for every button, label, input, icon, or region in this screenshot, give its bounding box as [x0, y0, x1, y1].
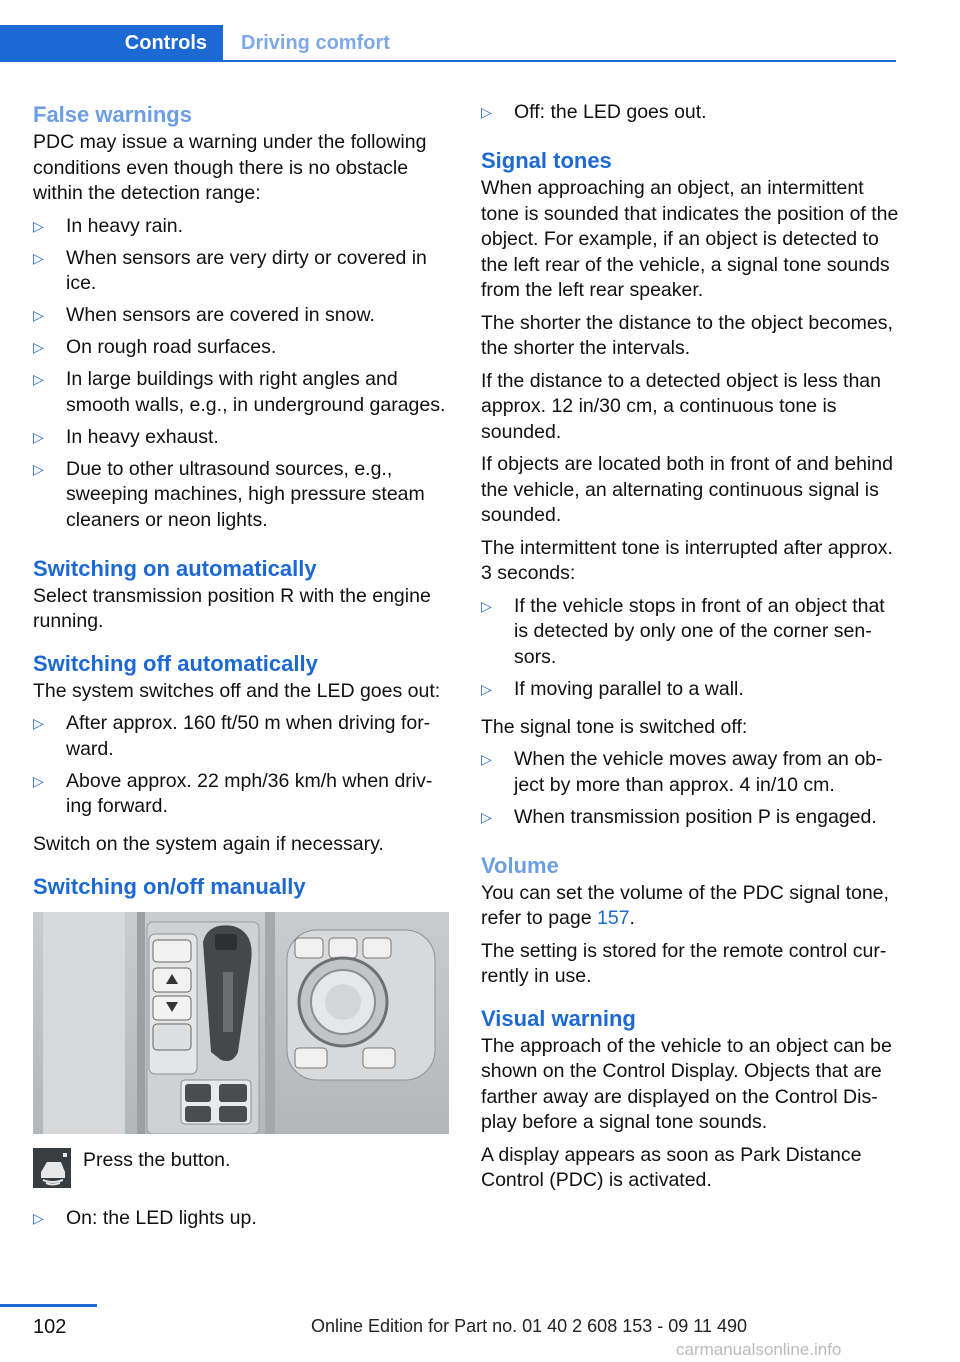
visual-p1: The approach of the vehicle to an object can be shown on the Control Display. Objects that are farther away are displayed on the Control Dis- play before a signal tone sounds.: [481, 1034, 892, 1133]
triangle-bullet-icon: ▷: [481, 751, 492, 767]
tab-controls[interactable]: Controls: [0, 25, 223, 62]
press-button-row: [33, 1148, 449, 1192]
auto-off-intro: The system switches off and the LED goes out:: [33, 679, 441, 702]
auto-off-list: [33, 711, 449, 826]
left-column: [33, 100, 449, 1244]
watermark: carmanualsonline.info: [676, 1340, 842, 1359]
signal-tones-list-1: [481, 594, 899, 709]
page-number-rule: [0, 1304, 97, 1307]
signal-tones-p4: If objects are located both in front of and behind the vehicle, an alternating continuous signal is sounded.: [481, 453, 893, 526]
triangle-bullet-icon: ▷: [33, 460, 44, 477]
heading-false-warnings: False warnings: [33, 102, 192, 127]
heading-switching-on-auto: Switching on automatically: [33, 555, 317, 581]
heading-volume: Volume: [481, 852, 559, 878]
edition-footer: Online Edition for Part no. 01 40 2 608 153 - 09 11 490: [311, 1316, 747, 1336]
heading-signal-tones: Signal tones: [481, 148, 612, 173]
list-item: ▷ If moving parallel to a wall.: [481, 677, 899, 709]
signal-tones-p5: The intermittent tone is interrupted after approx. 3 seconds:: [481, 536, 893, 584]
list-item: ▷ In large buildings with right angles and smooth walls, e.g., in underground garages.: [33, 368, 446, 416]
triangle-bullet-icon: ▷: [33, 249, 44, 266]
list-item: ▷ When the vehicle moves away from an ob- ject by more than approx. 4 in/10 cm.: [481, 748, 883, 796]
triangle-bullet-icon: ▷: [481, 104, 492, 120]
volume-text: You can set the volume of the PDC signal tone, refer to page 157.: [481, 881, 889, 929]
triangle-bullet-icon: ▷: [481, 597, 492, 614]
center-console-photo: [33, 912, 449, 1134]
right-column: [481, 100, 899, 1201]
list-item: ▷ Above approx. 22 mph/36 km/h when driv- ing forward.: [33, 769, 433, 817]
press-button-text: Press the button.: [83, 1148, 231, 1171]
auto-on-text: Select transmission position R with the engine running.: [33, 584, 431, 632]
off-list: [481, 100, 899, 132]
list-item: ▷ On rough road surfaces.: [33, 335, 449, 367]
auto-off-outro: Switch on the system again if necessary.: [33, 833, 384, 855]
heading-visual-warning: Visual warning: [481, 1005, 636, 1031]
triangle-bullet-icon: ▷: [33, 371, 44, 387]
page-number: 102: [33, 1316, 67, 1338]
triangle-bullet-icon: ▷: [33, 307, 44, 323]
list-item: ▷ Off: the LED goes out.: [481, 100, 899, 132]
signal-tones-p3: If the distance to a detected object is less than approx. 12 in/30 cm, a continuous tone is sounded.: [481, 369, 881, 443]
triangle-bullet-icon: ▷: [481, 680, 492, 697]
heading-switching-manual: Switching on/off manually: [33, 873, 306, 899]
list-item: ▷ Due to other ultrasound sources, e.g., sweeping machines, high pressure steam cleaners or neon lights.: [33, 457, 425, 531]
list-item: ▷ In heavy rain.: [33, 214, 449, 246]
page-header: [0, 25, 896, 62]
triangle-bullet-icon: ▷: [33, 772, 44, 789]
page-link[interactable]: 157: [597, 907, 630, 929]
list-item: ▷ When sensors are covered in snow.: [33, 303, 449, 335]
tab-driving-comfort[interactable]: Driving comfort: [241, 32, 390, 54]
triangle-bullet-icon: ▷: [33, 715, 44, 731]
triangle-bullet-icon: ▷: [481, 808, 492, 825]
triangle-bullet-icon: ▷: [33, 217, 44, 234]
list-item: ▷ In heavy exhaust.: [33, 425, 449, 457]
list-item: ▷ When transmission position P is engaged.: [481, 805, 899, 837]
triangle-bullet-icon: ▷: [33, 428, 44, 445]
pdc-button-icon: [33, 1148, 71, 1188]
signal-tones-p2: The shorter the distance to the object becomes, the shorter the intervals.: [481, 311, 893, 359]
manual-list: [33, 1206, 449, 1238]
signal-tones-list-2: [481, 747, 899, 837]
signal-tones-p6: The signal tone is switched off:: [481, 715, 748, 738]
triangle-bullet-icon: ▷: [33, 339, 44, 355]
list-item: ▷ When sensors are very dirty or covered in ice.: [33, 246, 427, 294]
heading-switching-off-auto: Switching off automatically: [33, 650, 318, 676]
signal-tones-p1: When approaching an object, an intermittent tone is sounded that indicates the position of the object. For example, if an object is detected to the left rear of the vehicle, a signal tone sounds from the left rear speaker.: [481, 177, 899, 301]
list-item: ▷ After approx. 160 ft/50 m when driving for- ward.: [33, 712, 431, 760]
triangle-bullet-icon: ▷: [33, 1209, 44, 1226]
volume-p2: The setting is stored for the remote control cur- rently in use.: [481, 939, 887, 987]
visual-p2: A display appears as soon as Park Distance Control (PDC) is activated.: [481, 1143, 862, 1191]
list-item: ▷ On: the LED lights up.: [33, 1206, 449, 1238]
false-warnings-intro: PDC may issue a warning under the following conditions even though there is no obstacle within the detection range:: [33, 131, 427, 204]
false-warnings-list: [33, 214, 449, 540]
list-item: ▷ If the vehicle stops in front of an object that is detected by only one of the corner sen- sors.: [481, 594, 885, 668]
